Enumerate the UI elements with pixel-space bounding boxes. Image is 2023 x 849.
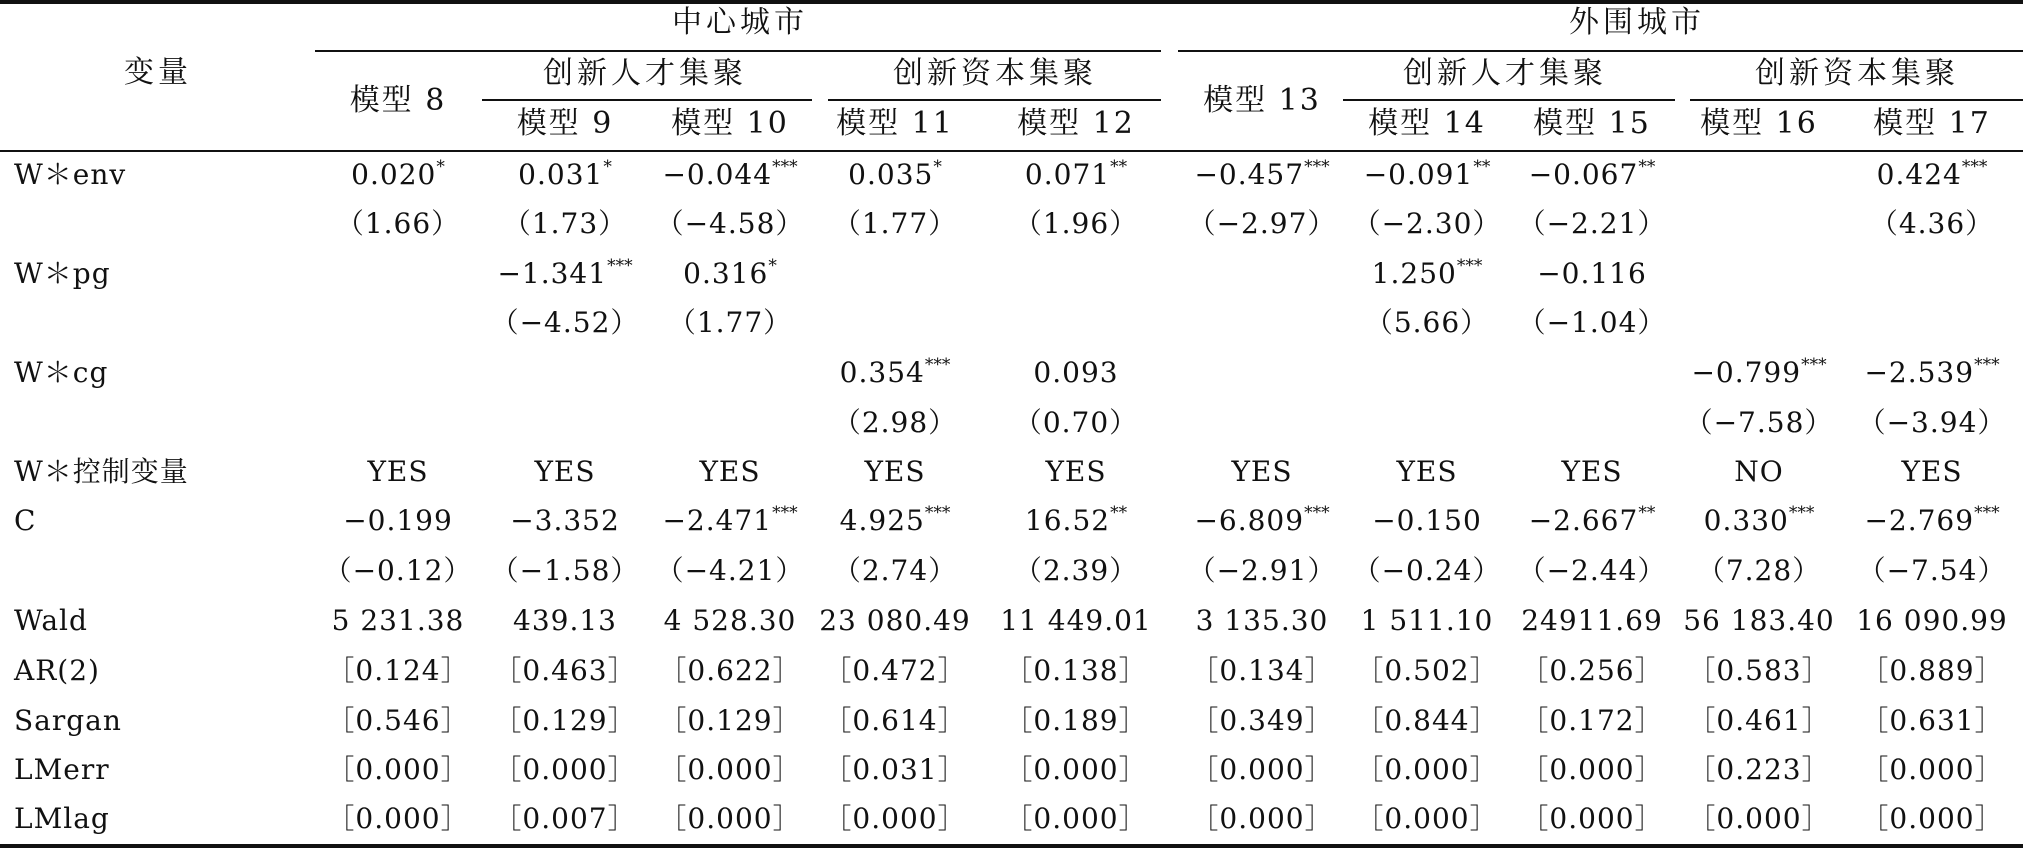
model-header: 模型 9 — [516, 106, 614, 141]
cell-value: −0.067 — [1528, 158, 1639, 191]
cell-value: ［0.000］ — [1860, 753, 2004, 786]
cell-value: 56 183.40 — [1683, 604, 1835, 637]
group-rule-central — [315, 50, 1161, 52]
row-label: Wald — [14, 604, 88, 637]
table-cell — [1194, 158, 1329, 192]
table-cell — [1518, 554, 1667, 588]
cell-value: （0.70） — [1013, 406, 1139, 439]
table-cell — [1190, 802, 1333, 836]
table-cell — [1372, 257, 1483, 291]
table-cell — [1355, 654, 1498, 688]
model-header: 模型 12 — [1017, 106, 1135, 141]
significance-stars: ** — [1110, 503, 1128, 523]
cell-value: −2.667 — [1528, 504, 1639, 537]
significance-stars: ** — [1473, 157, 1491, 177]
table-cell — [1353, 207, 1502, 241]
cell-value: ［0.463］ — [493, 654, 637, 687]
cell-value: 439.13 — [513, 604, 617, 637]
cell-value: ［0.000］ — [1190, 753, 1334, 786]
table-cell — [1691, 356, 1826, 390]
row-label: AR(2) — [14, 654, 100, 687]
table-cell — [1687, 654, 1830, 688]
significance-stars: *** — [607, 256, 633, 276]
significance-stars: *** — [1788, 503, 1815, 523]
table-top-rule — [0, 0, 2023, 4]
cell-value: 1.250 — [1371, 257, 1457, 290]
table-cell — [1860, 753, 2003, 787]
cell-value: ［0.461］ — [1687, 704, 1831, 737]
table-cell — [326, 704, 469, 738]
cell-value: −2.471 — [662, 504, 773, 537]
cell-value: 0.424 — [1876, 158, 1962, 191]
cell-value: 11 449.01 — [1000, 604, 1152, 637]
cell-value: ［0.631］ — [1860, 704, 2004, 737]
table-cell — [1860, 654, 2003, 688]
row-label: W＊cg — [14, 356, 109, 389]
cell-value: （−7.58） — [1684, 406, 1834, 439]
table-cell — [1901, 455, 1962, 489]
table-cell — [656, 207, 805, 241]
cell-value: YES — [1561, 455, 1623, 488]
cell-value: −2.539 — [1864, 356, 1975, 389]
cell-value: ［0.000］ — [1520, 753, 1664, 786]
group-rule-peripheral — [1178, 50, 2023, 52]
model-header: 模型 8 — [349, 83, 447, 118]
significance-stars: *** — [1961, 157, 1988, 177]
cell-value: （1.66） — [335, 207, 461, 240]
table-cell — [1045, 455, 1106, 489]
cell-value: （−1.04） — [1517, 306, 1667, 339]
table-cell — [351, 158, 445, 192]
cell-value: YES — [367, 455, 429, 488]
table-cell — [823, 753, 966, 787]
significance-stars: *** — [1456, 256, 1483, 276]
table-cell — [819, 604, 971, 638]
significance-stars: *** — [772, 157, 798, 177]
cell-value: ［0.000］ — [1860, 802, 2004, 835]
significance-stars: *** — [1304, 157, 1330, 177]
table-cell — [840, 356, 951, 390]
cell-value: YES — [1901, 455, 1963, 488]
cell-value: （−4.52） — [490, 306, 640, 339]
model-header: 模型 14 — [1368, 106, 1486, 141]
cell-value: （−3.94） — [1857, 406, 2007, 439]
significance-stars: *** — [924, 355, 951, 375]
cell-value: ［0.000］ — [823, 802, 967, 835]
table-cell — [658, 654, 801, 688]
table-cell — [534, 455, 595, 489]
subgroup-header-peripheral-talent: 创新人才集聚 — [1403, 56, 1607, 91]
table-cell — [840, 504, 951, 538]
cell-value: ［0.000］ — [658, 802, 802, 835]
cell-value: （−4.21） — [655, 554, 805, 587]
significance-stars: *** — [1974, 355, 2000, 375]
table-cell — [1685, 406, 1834, 440]
table-cell — [662, 504, 797, 538]
cell-value: ［0.129］ — [493, 704, 637, 737]
table-cell — [658, 704, 801, 738]
cell-value: （−2.21） — [1517, 207, 1667, 240]
table-cell — [1190, 704, 1333, 738]
cell-value: ［0.622］ — [658, 654, 802, 687]
table-cell — [1561, 455, 1622, 489]
subgroup-rule-central-capital — [828, 99, 1161, 101]
row-label: LMerr — [14, 753, 110, 786]
cell-value: （−2.97） — [1187, 207, 1337, 240]
cell-value: 0.093 — [1033, 356, 1119, 389]
cell-value: 4 528.30 — [663, 604, 797, 637]
cell-value: （2.39） — [1013, 554, 1139, 587]
cell-value: 0.316 — [683, 257, 769, 290]
cell-value: −0.116 — [1537, 257, 1647, 290]
cell-value: 1 511.10 — [1360, 604, 1494, 637]
cell-value: ［0.000］ — [1004, 753, 1148, 786]
cell-value: 16 090.99 — [1856, 604, 2008, 637]
cell-value: （−0.12） — [323, 554, 473, 587]
table-cell — [343, 504, 453, 538]
table-cell — [493, 654, 636, 688]
significance-stars: ** — [1638, 503, 1656, 523]
model-header: 模型 17 — [1873, 106, 1991, 141]
cell-value: ［0.000］ — [1004, 802, 1148, 835]
cell-value: −0.199 — [343, 504, 453, 537]
cell-value: ［0.000］ — [493, 753, 637, 786]
cell-value: ［0.000］ — [326, 753, 470, 786]
cell-value: （−4.58） — [655, 207, 805, 240]
group-header-central: 中心城市 — [672, 5, 808, 40]
cell-value: 0.020 — [351, 158, 437, 191]
cell-value: YES — [1396, 455, 1458, 488]
significance-stars: * — [603, 157, 612, 177]
cell-value: −6.809 — [1194, 504, 1305, 537]
model-header: 模型 11 — [836, 106, 954, 141]
table-cell — [1870, 207, 1994, 241]
table-cell — [833, 207, 957, 241]
cell-value: YES — [1231, 455, 1293, 488]
table-cell — [1194, 504, 1329, 538]
cell-value: ［0.472］ — [823, 654, 967, 687]
row-label: W＊控制变量 — [14, 455, 189, 488]
table-cell — [1529, 158, 1656, 192]
table-cell — [1364, 158, 1491, 192]
cell-value: −1.341 — [497, 257, 608, 290]
cell-value: ［0.134］ — [1190, 654, 1334, 687]
table-cell — [1860, 704, 2003, 738]
table-cell — [491, 554, 640, 588]
table-cell — [1518, 207, 1667, 241]
cell-value: （5.66） — [1364, 306, 1490, 339]
table-cell — [1687, 753, 1830, 787]
cell-value: ［0.129］ — [658, 704, 802, 737]
cell-value: −2.769 — [1864, 504, 1975, 537]
table-cell — [664, 604, 797, 638]
subgroup-header-central-capital: 创新资本集聚 — [893, 56, 1097, 91]
cell-value: ［0.223］ — [1687, 753, 1831, 786]
table-cell — [848, 158, 942, 192]
table-cell — [1864, 356, 1999, 390]
cell-value: （−2.30） — [1352, 207, 1502, 240]
table-cell — [1355, 802, 1498, 836]
table-cell — [497, 257, 632, 291]
cell-value: （−2.44） — [1517, 554, 1667, 587]
table-cell — [1014, 207, 1138, 241]
cell-value: −0.799 — [1691, 356, 1802, 389]
cell-value: ［0.189］ — [1004, 704, 1148, 737]
cell-value: ［0.000］ — [1520, 802, 1664, 835]
table-cell — [510, 504, 620, 538]
significance-stars: *** — [1974, 503, 2000, 523]
table-cell — [699, 455, 760, 489]
table-cell — [1004, 753, 1147, 787]
cell-value: −0.150 — [1372, 504, 1482, 537]
table-cell — [1877, 158, 1988, 192]
subgroup-rule-central-talent — [482, 99, 812, 101]
table-cell — [1858, 406, 2007, 440]
cell-value: YES — [534, 455, 596, 488]
cell-value: （2.98） — [832, 406, 958, 439]
table-cell — [326, 753, 469, 787]
cell-value: ［0.000］ — [1355, 802, 1499, 835]
cell-value: （1.73） — [502, 207, 628, 240]
table-cell — [1004, 704, 1147, 738]
cell-value: YES — [864, 455, 926, 488]
cell-value: （−1.58） — [490, 554, 640, 587]
cell-value: ［0.546］ — [326, 704, 470, 737]
table-cell — [1704, 504, 1815, 538]
header-bottom-rule — [0, 150, 2023, 152]
cell-value: ［0.172］ — [1520, 704, 1664, 737]
table-cell — [1190, 753, 1333, 787]
cell-value: ［0.031］ — [823, 753, 967, 786]
table-cell — [513, 604, 617, 638]
significance-stars: * — [436, 157, 445, 177]
cell-value: 0.035 — [848, 158, 934, 191]
table-cell — [1520, 704, 1663, 738]
cell-value: 0.031 — [518, 158, 604, 191]
model-header: 模型 13 — [1203, 83, 1321, 118]
table-cell — [1683, 604, 1835, 638]
table-cell — [823, 704, 966, 738]
table-cell — [1188, 207, 1337, 241]
cell-value: （−0.24） — [1352, 554, 1502, 587]
table-cell — [833, 554, 957, 588]
table-cell — [1000, 604, 1152, 638]
cell-value: 4.925 — [839, 504, 925, 537]
table-cell — [1361, 604, 1494, 638]
table-cell — [1372, 504, 1482, 538]
table-cell — [332, 604, 465, 638]
table-cell — [1190, 654, 1333, 688]
cell-value: −0.044 — [662, 158, 773, 191]
significance-stars: * — [933, 157, 942, 177]
table-cell — [656, 554, 805, 588]
cell-value: ［0.000］ — [1687, 802, 1831, 835]
row-label: LMlag — [14, 802, 110, 835]
cell-value: ［0.138］ — [1004, 654, 1148, 687]
table-cell — [1687, 704, 1830, 738]
row-label: C — [14, 504, 37, 537]
table-cell — [1537, 257, 1647, 291]
cell-value: −3.352 — [510, 504, 620, 537]
significance-stars: *** — [1801, 355, 1827, 375]
significance-stars: *** — [924, 503, 951, 523]
group-header-peripheral: 外围城市 — [1569, 5, 1705, 40]
table-cell — [493, 802, 636, 836]
cell-value: ［0.124］ — [326, 654, 470, 687]
table-cell — [658, 753, 801, 787]
table-cell — [1025, 504, 1127, 538]
table-cell — [1014, 406, 1138, 440]
cell-value: （2.74） — [832, 554, 958, 587]
table-cell — [668, 306, 792, 340]
table-cell — [1196, 604, 1329, 638]
cell-value: 0.354 — [839, 356, 925, 389]
table-cell — [1858, 554, 2007, 588]
cell-value: （4.36） — [1869, 207, 1995, 240]
table-cell — [683, 257, 777, 291]
cell-value: （−7.54） — [1857, 554, 2007, 587]
cell-value: YES — [1045, 455, 1107, 488]
model-header: 模型 16 — [1700, 106, 1818, 141]
table-cell — [864, 455, 925, 489]
cell-value: 0.071 — [1024, 158, 1111, 191]
cell-value: （7.28） — [1696, 554, 1822, 587]
cell-value: −0.091 — [1363, 158, 1474, 191]
subgroup-rule-peripheral-talent — [1343, 99, 1675, 101]
table-cell — [1353, 554, 1502, 588]
table-cell — [1521, 604, 1663, 638]
cell-value: ［0.583］ — [1687, 654, 1831, 687]
table-cell — [1188, 554, 1337, 588]
cell-value: 24911.69 — [1521, 604, 1663, 637]
table-cell — [326, 654, 469, 688]
table-bottom-rule — [0, 844, 2023, 848]
table-cell — [1520, 753, 1663, 787]
table-cell — [1518, 306, 1667, 340]
model-header: 模型 15 — [1533, 106, 1651, 141]
significance-stars: * — [768, 256, 777, 276]
table-cell — [493, 704, 636, 738]
table-cell — [1014, 554, 1138, 588]
table-cell — [1365, 306, 1489, 340]
cell-value: （1.96） — [1013, 207, 1139, 240]
cell-value: 3 135.30 — [1195, 604, 1329, 637]
subgroup-rule-peripheral-capital — [1690, 99, 2023, 101]
table-cell — [823, 802, 966, 836]
table-cell — [1864, 504, 1999, 538]
table-cell — [658, 802, 801, 836]
cell-value: （1.77） — [667, 306, 793, 339]
cell-value: ［0.256］ — [1520, 654, 1664, 687]
table-cell — [662, 158, 797, 192]
table-cell — [326, 802, 469, 836]
cell-value: NO — [1734, 455, 1784, 488]
table-cell — [1529, 504, 1656, 538]
cell-value: ［0.000］ — [1190, 802, 1334, 835]
table-cell — [503, 207, 627, 241]
table-cell — [1520, 802, 1663, 836]
cell-value: ［0.007］ — [493, 802, 637, 835]
significance-stars: *** — [1304, 503, 1330, 523]
table-cell — [491, 306, 640, 340]
table-cell — [823, 654, 966, 688]
table-cell — [1687, 802, 1830, 836]
cell-value: ［0.614］ — [823, 704, 967, 737]
cell-value: −0.457 — [1194, 158, 1305, 191]
table-cell — [833, 406, 957, 440]
table-cell — [493, 753, 636, 787]
table-cell — [1033, 356, 1118, 390]
subgroup-header-peripheral-capital: 创新资本集聚 — [1755, 56, 1959, 91]
cell-value: ［0.889］ — [1860, 654, 2004, 687]
cell-value: 0.330 — [1703, 504, 1789, 537]
cell-value: ［0.000］ — [658, 753, 802, 786]
cell-value: YES — [699, 455, 761, 488]
table-cell — [1860, 802, 2003, 836]
table-cell — [1856, 604, 2008, 638]
table-cell — [1697, 554, 1821, 588]
variable-header: 变量 — [124, 55, 192, 90]
cell-value: （−2.91） — [1187, 554, 1337, 587]
significance-stars: ** — [1110, 157, 1128, 177]
model-header: 模型 10 — [671, 106, 789, 141]
table-cell — [1231, 455, 1292, 489]
row-label: W＊pg — [14, 257, 111, 290]
cell-value: 5 231.38 — [331, 604, 465, 637]
cell-value: 23 080.49 — [819, 604, 971, 637]
table-cell — [1025, 158, 1127, 192]
cell-value: ［0.844］ — [1355, 704, 1499, 737]
cell-value: （1.77） — [832, 207, 958, 240]
table-cell — [1355, 753, 1498, 787]
row-label: Sargan — [14, 704, 122, 737]
row-label: W＊env — [14, 158, 127, 191]
table-cell — [1520, 654, 1663, 688]
table-cell — [1004, 802, 1147, 836]
cell-value: ［0.349］ — [1190, 704, 1334, 737]
table-cell — [324, 554, 473, 588]
subgroup-header-central-talent: 创新人才集聚 — [543, 56, 747, 91]
table-cell — [336, 207, 460, 241]
table-cell — [1004, 654, 1147, 688]
significance-stars: *** — [772, 503, 798, 523]
table-cell — [518, 158, 612, 192]
cell-value: 16.52 — [1024, 504, 1111, 537]
cell-value: ［0.502］ — [1355, 654, 1499, 687]
cell-value: ［0.000］ — [326, 802, 470, 835]
table-cell — [1734, 455, 1783, 489]
table-cell — [367, 455, 428, 489]
cell-value: ［0.000］ — [1355, 753, 1499, 786]
table-cell — [1355, 704, 1498, 738]
significance-stars: ** — [1638, 157, 1656, 177]
table-cell — [1396, 455, 1457, 489]
